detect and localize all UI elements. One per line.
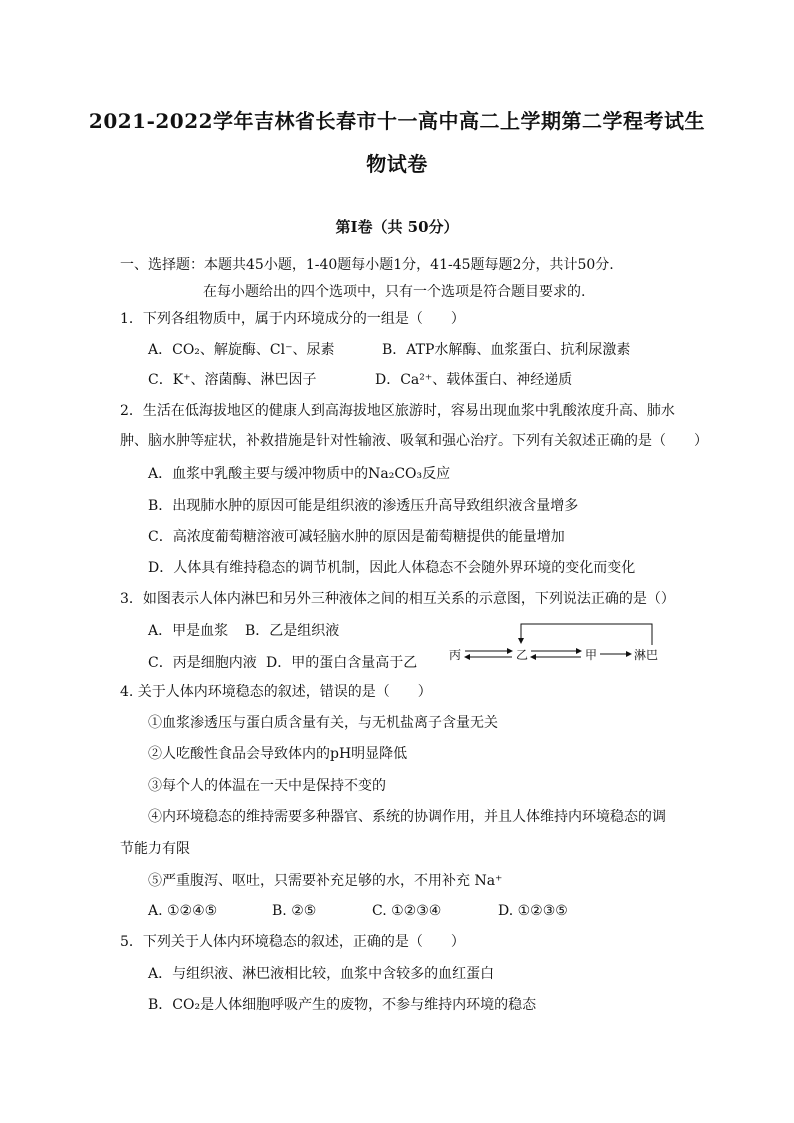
diagram-label-jia: 甲 <box>585 648 598 662</box>
question-3-option-a: A．甲是血浆 <box>148 623 229 639</box>
question-4-statement-1: ①血浆渗透压与蛋白质含量有关，与无机盐离子含量无关 <box>148 715 498 731</box>
question-3-option-b: B．乙是组织液 <box>245 623 340 639</box>
diagram-label-bing: 丙 <box>449 648 462 662</box>
question-4-option-c: C. ①②③④ <box>372 903 442 919</box>
question-5-stem: 5．下列关于人体内环境稳态的叙述，正确的是（ ） <box>120 934 465 950</box>
question-4-statement-5: ⑤严重腹泻、呕吐，只需要补充足够的水，不用补充 Na⁺ <box>148 873 503 889</box>
question-3-option-c: C．丙是细胞内液 <box>148 655 257 671</box>
question-4-option-d: D. ①②③⑤ <box>498 903 568 919</box>
diagram-label-linba: 淋巴 <box>634 648 659 662</box>
question-2-stem-line-2: 肿、脑水肿等症状，补救措施是针对性输液、吸氧和强心治疗。下列有关叙述正确的是（ ） <box>120 433 708 449</box>
question-1-stem: 1．下列各组物质中，属于内环境成分的一组是（ ） <box>120 311 465 327</box>
question-1-option-c: C．K⁺、溶菌酶、淋巴因子 <box>148 372 317 388</box>
question-4-statement-3: ③每个人的体温在一天中是保持不变的 <box>148 778 386 794</box>
instructions-line-1: 一、选择题：本题共45小题，1-40题每小题1分，41-45题每题2分，共计50分. <box>120 257 614 273</box>
question-1-option-b: B．ATP水解酶、血浆蛋白、抗利尿激素 <box>382 342 631 358</box>
question-2-option-c: C．高浓度葡萄糖溶液可减轻脑水肿的原因是葡萄糖提供的能量增加 <box>148 529 565 545</box>
question-2-option-d: D．人体具有维持稳态的调节机制，因此人体稳态不会随外界环境的变化而变化 <box>148 560 636 576</box>
question-4-statement-4: ④内环境稳态的维持需要多种器官、系统的协调作用，并且人体维持内环境稳态的调 <box>148 809 666 825</box>
question-4-option-b: B. ②⑤ <box>272 903 317 919</box>
question-5-option-b: B．CO₂是人体细胞呼吸产生的废物，不参与维持内环境的稳态 <box>148 997 537 1013</box>
arrow-linba-to-yi <box>521 624 652 645</box>
question-4-statement-2: ②人吃酸性食品会导致体内的pH明显降低 <box>148 746 408 762</box>
diagram-label-yi: 乙 <box>516 648 529 662</box>
body-fluid-relationship-diagram <box>445 620 665 670</box>
section-title: 第Ⅰ卷（共 50分） <box>335 218 459 236</box>
question-3-stem: 3．如图表示人体内淋巴和另外三种液体之间的相互关系的示意图，下列说法正确的是（） <box>120 591 675 607</box>
question-3-option-d: D．甲的蛋白含量高于乙 <box>266 655 418 671</box>
question-1-option-a: A．CO₂、解旋酶、Cl⁻、尿素 <box>148 342 335 358</box>
question-4-stem: 4. 关于人体内环境稳态的叙述，错误的是（ ） <box>120 684 432 700</box>
question-1-option-d: D．Ca²⁺、载体蛋白、神经递质 <box>375 372 573 388</box>
page-title: 2021-2022学年吉林省长春市十一高中高二上学期第二学程考试生 <box>88 109 706 133</box>
instructions-line-2: 在每小题给出的四个选项中，只有一个选项是符合题目要求的. <box>203 284 586 300</box>
page-title-continued: 物试卷 <box>366 152 428 176</box>
question-2-stem-line-1: 2．生活在低海拔地区的健康人到高海拔地区旅游时，容易出现血浆中乳酸浓度升高、肺水 <box>120 403 675 419</box>
question-4-statement-4-continued: 节能力有限 <box>120 841 190 857</box>
question-5-option-a: A．与组织液、淋巴液相比较，血浆中含较多的血红蛋白 <box>148 966 495 982</box>
question-2-option-a: A．血浆中乳酸主要与缓冲物质中的Na₂CO₃反应 <box>148 466 451 482</box>
question-2-option-b: B．出现肺水肿的原因可能是组织液的渗透压升高导致组织液含量增多 <box>148 498 579 514</box>
question-4-option-a: A. ①②④⑤ <box>148 903 218 919</box>
